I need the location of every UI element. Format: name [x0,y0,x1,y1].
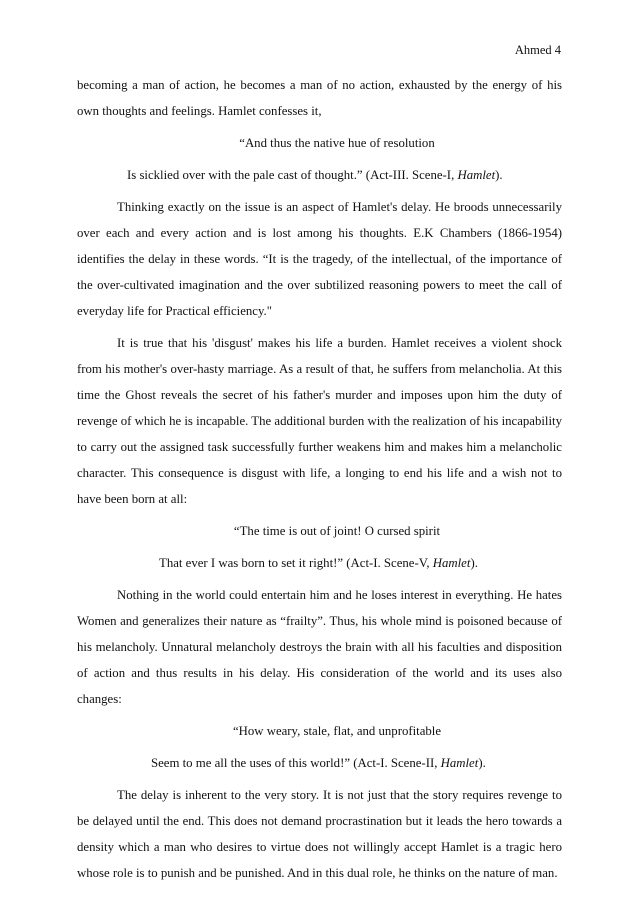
paragraph-3: It is true that his 'disgust' makes his life a burden. Hamlet receives a violent shock from his mother's over-hasty marriage. As a result of that, he suffers from melancholia. At this time the Ghost reveals the secret of his father's murder and imposes upon him the duty of revenge of which he is incapable. The additional burden with the realization of his incapability to carry out the assigned task successfully further weakens him and makes him a melancholic character. This consequence is disgust with life, a longing to end his life and a wish not to have been born at all: [77,336,562,506]
quote-2-title: Hamlet [432,556,471,570]
quote-3-line-1: “How weary, stale, flat, and unprofitable [232,724,442,738]
quote-3-title: Hamlet [440,756,479,770]
quote-1-title: Hamlet [457,168,496,182]
quote-3-line-2 [77,750,562,776]
body-text [77,72,562,886]
quote-1-line-1: “And thus the native hue of resolution [239,136,435,150]
quote-2-end: ). [470,556,478,570]
paragraph-4: Nothing in the world could entertain him and he loses interest in everything. He hates Women and generalizes their nature as “frailty”. Thus, his whole mind is poisoned because of his melancholy. Unnatural melancholy destroys the brain with all his faculties and disposition of action and thus results in his delay. His consideration of the world and its uses also changes: [77,588,562,706]
quote-2-line-2 [77,550,562,576]
quote-3-text: Seem to me all the uses of this world!” (Act-I. Scene-II, [151,756,441,770]
paragraph-1: becoming a man of action, he becomes a man of no action, exhausted by the energy of his own thoughts and feelings. Hamlet confesses it, [77,78,562,118]
quote-3-end: ). [478,756,486,770]
quote-2-line-1: “The time is out of joint! O cursed spirit [233,524,441,538]
quote-2-text: That ever I was born to set it right!” (Act-I. Scene-V, [159,556,433,570]
quote-1-text: Is sicklied over with the pale cast of thought.” (Act-III. Scene-I, [127,168,458,182]
quote-1-end: ). [495,168,503,182]
quote-1-line-2 [77,162,562,188]
paragraph-5: The delay is inherent to the very story. It is not just that the story requires revenge to be delayed until the end. This does not demand procrastination but it leads the hero towards a density which a man who desires to virtue does not willingly accept Hamlet is a tragic hero whose role is to punish and be punished. And in this dual role, he thinks on the nature of man. [77,788,562,880]
running-head: Ahmed 4 [514,43,561,57]
paragraph-2: Thinking exactly on the issue is an aspect of Hamlet's delay. He broods unnecessarily over each and every action and is lost among his thoughts. E.K Chambers (1866-1954) identifies the delay in these words. “It is the tragedy, of the intellectual, of the importance of the over-cultivated imagination and the over subtilized reasoning powers to meet the call of everyday life for Practical efficiency." [77,200,562,318]
